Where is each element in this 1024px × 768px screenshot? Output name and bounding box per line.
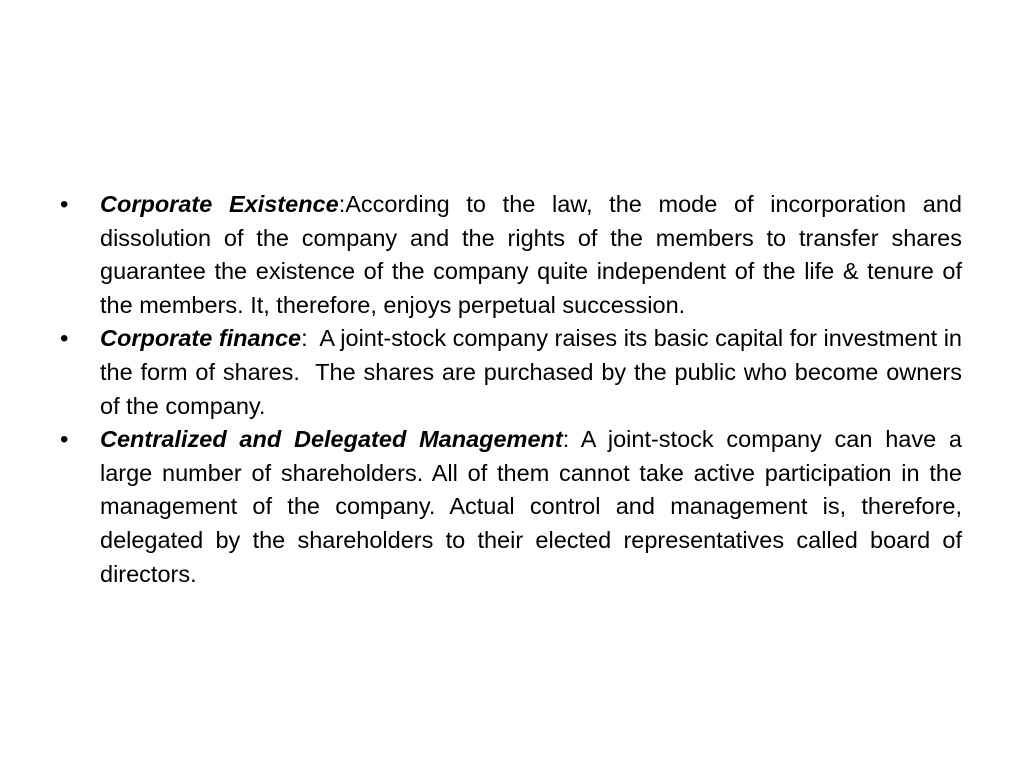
bullet-item-centralized-management — [60, 423, 962, 591]
bullet-text: A joint-stock company can have a large number of shareholders. All of them cannot take active participation in the management of the company. Actual control and management is, therefore, delegated by the shareholders to their elected representatives called board of directors. — [100, 426, 962, 587]
bullet-list — [60, 188, 969, 591]
bullet-icon: • — [60, 325, 69, 353]
bullet-term: Centralized and Delegated Management — [100, 426, 563, 453]
bullet-separator: : — [562, 426, 570, 453]
bullet-text: According to the law, the mode of incorporation and dissolution of the company and the rights of the members to transfer shares guarantee the existence of the company quite independent of the life & tenure of the members. It, therefore, enjoys perpetual succession. — [100, 191, 962, 318]
bullet-separator: : — [301, 325, 308, 352]
bullet-icon: • — [60, 426, 69, 454]
bullet-icon: • — [60, 191, 69, 218]
bullet-term: Corporate Existence — [100, 191, 339, 217]
bullet-item-corporate-existence — [60, 188, 962, 322]
bullet-text: A joint-stock company raises its basic capital for investment in the form of shares. The shares are purchased by the public who become owners of the company. — [100, 325, 969, 419]
bullet-separator: : — [338, 191, 346, 217]
bullet-item-corporate-finance — [60, 322, 969, 423]
bullet-term: Corporate finance — [100, 325, 302, 352]
